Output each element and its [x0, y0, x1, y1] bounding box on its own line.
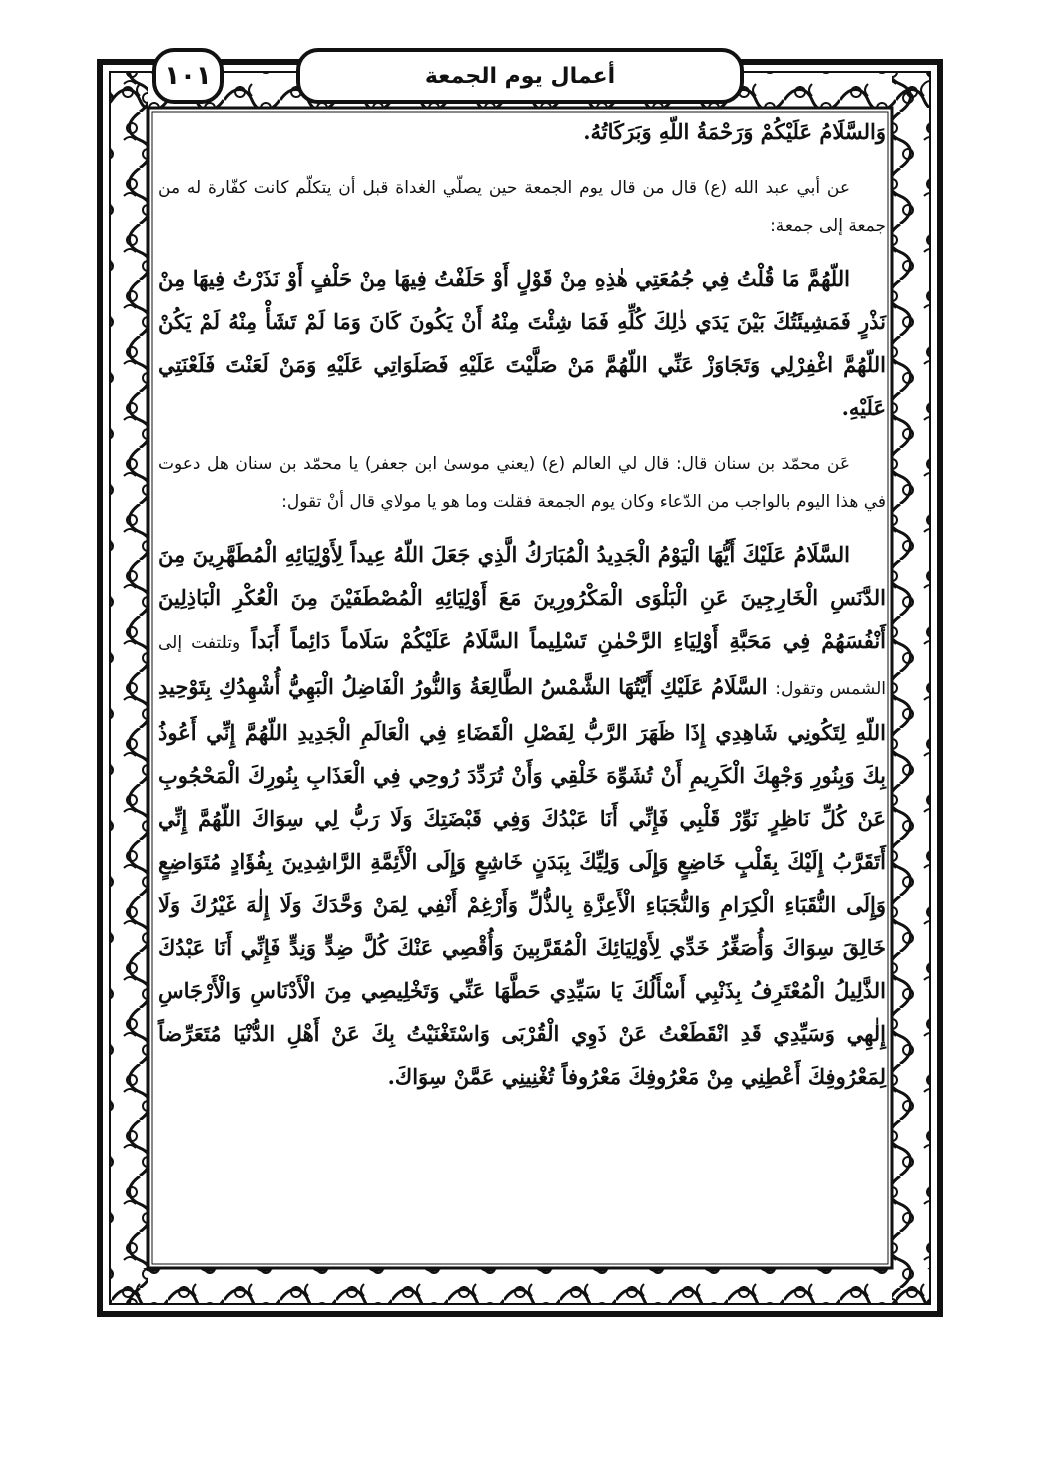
prayer-2-part-1: السَّلَامُ عَلَيْكَ أَيُّهَا الْيَوْمُ الْجَدِيدُ الْمُبَارَكُ الَّذِي جَعَلَ اللّهُ عِيداً لِأَوْلِيَائِهِ الْمُطَهَّرِينَ مِنَ الدَّنَسِ الْخَارِجِينَ عَنِ الْبَلْوَى الْمَكْرُورِينَ مَعَ أَوْلِيَائِهِ الْمُصْطَفَيْنَ مِنَ الْعُكْرِ الْبَاذِلِينَ أَنْفُسَهُمْ فِي مَحَبَّةِ أَوْلِيَاءِ الرَّحْمٰنِ تَسْلِيماً السَّلَامُ عَلَيْكُمْ سَلَاماً دَائِماً أَبَداً: [158, 542, 886, 653]
page-body: [158, 110, 886, 1098]
narration-2: عَن محمّد بن سنان قال: قال لي العالم (ع) (يعني موسىٰ ابن جعفر) يا محمّد بن سنان هل دعوت في هذا اليوم بالواجب من الدّعاء وكان يوم الجمعة فقلت وما هو يا مولاي قال أنْ تقول:: [158, 454, 886, 512]
prayer-2-part-2: السَّلَامُ عَلَيْكِ أَيَّتُهَا الشَّمْسُ الطَّالِعَةُ وَالنُّورُ الْفَاضِلُ الْبَهِيُّ أُشْهِدُكِ بِتَوْحِيدِ اللّهِ لِتَكُونِي شَاهِدِي إِذَا ظَهَرَ الرَّبُّ لِفَصْلِ الْقَضَاءِ فِي الْعَالَمِ الْجَدِيدِ اللّهُمَّ إِنِّي أَعُوذُ بِكَ وَبِنُورِ وَجْهِكَ الْكَرِيمِ أَنْ تُشَوِّهَ خَلْقِي وَأَنْ تُرَدِّدَ رُوحِي فِي الْعَذَابِ بِنُورِكَ الْمَحْجُوبِ عَنْ كُلِّ نَاظِرٍ نَوِّرْ قَلْبِي فَإِنِّي أَنَا عَبْدُكَ وَفِي قَبْضَتِكَ وَلَا رَبُّ لِي سِوَاكَ اللّهُمَّ إِنِّي أَتَقَرَّبُ إِلَيْكَ بِقَلْبٍ خَاضِعٍ وَإِلَى وَلِيِّكَ بِبَدَنٍ خَاشِعٍ وَإِلَى الْأَئِمَّةِ الرَّاشِدِينَ بِفُؤَادٍ مُتَوَاضِعٍ وَإِلَى النُّقَبَاءِ الْكِرَامِ وَالنُّجَبَاءِ الْأَعِزَّةِ بِالذُّلِّ وَأَرْغِمْ أَنْفِي لِمَنْ وَحَّدَكَ وَلَا إِلٰهَ غَيْرُكَ وَلَا خَالِقَ سِوَاكَ وَأُصَغِّرُ خَدِّي لِأَوْلِيَائِكَ الْمُقَرَّبِينَ وَأُقْصِي عَنْكَ كُلَّ ضِدٍّ وَنِدٍّ فَإِنِّي أَنَا عَبْدُكَ الذَّلِيلُ الْمُعْتَرِفُ بِذَنْبِي أَسْأَلُكَ يَا سَيِّدِي حَطَّهَا عَنِّي وَتَخْلِيصِي مِنَ الْأَدْنَاسِ وَالْأَرْجَاسِ إِلٰهِي وَسَيِّدِي قَدِ انْقَطَعْتُ عَنْ ذَوِي الْقُرْبَى وَاسْتَغْنَيْتُ بِكَ عَنْ أَهْلِ الدُّنْيَا مُتَعَرِّضاً لِمَعْرُوفِكَ أَعْطِنِي مِنْ مَعْرُوفِكَ مَعْرُوفاً تُغْنِينِي عَمَّنْ سِوَاكَ.: [158, 674, 886, 1089]
header-title-tab: [296, 48, 744, 104]
prayer-1: اللّهُمَّ مَا قُلْتُ فِي جُمُعَتِي هٰذِهِ مِنْ قَوْلٍ أَوْ حَلَفْتُ فِيهَا مِنْ حَلْفٍ أَوْ نَذَرْتُ فِيهَا مِنْ نَذْرٍ فَمَشِيئَتُكَ بَيْنَ يَدَي ذٰلِكَ كُلِّهِ فَمَا شِئْتَ مِنْهُ أَنْ يَكُونَ كَانَ وَمَا لَمْ تَشَأْ مِنْهُ لَمْ يَكُنْ اللّهُمَّ اغْفِرْلِي وَتَجَاوَزْ عَنِّي اللّهُمَّ مَنْ صَلَّيْتَ عَلَيْهِ فَصَلَوَاتِي عَلَيْهِ وَمَنْ لَعَنْتَ فَلَعْنَتِي عَلَيْهِ.: [158, 266, 886, 420]
prayer-closing-line: وَالسَّلَامُ عَلَيْكُمْ وَرَحْمَةُ اللّهِ وَبَرَكَاتُهُ.: [583, 119, 886, 144]
prayer-2-instruction: وتلتفت إلى الشمس وتقول:: [158, 633, 886, 699]
page-number-tab: [152, 48, 224, 104]
narration-1: عن أبي عبد الله (ع) قال من قال يوم الجمعة حين يصلّي الغداة قبل أن يتكلّم كانت كفّارة له من جمعة إلى جمعة:: [158, 178, 886, 236]
page-title: أعمال يوم الجمعة: [424, 63, 616, 89]
page-number: ١٠١: [164, 61, 212, 91]
prayer-2: [158, 533, 886, 1098]
